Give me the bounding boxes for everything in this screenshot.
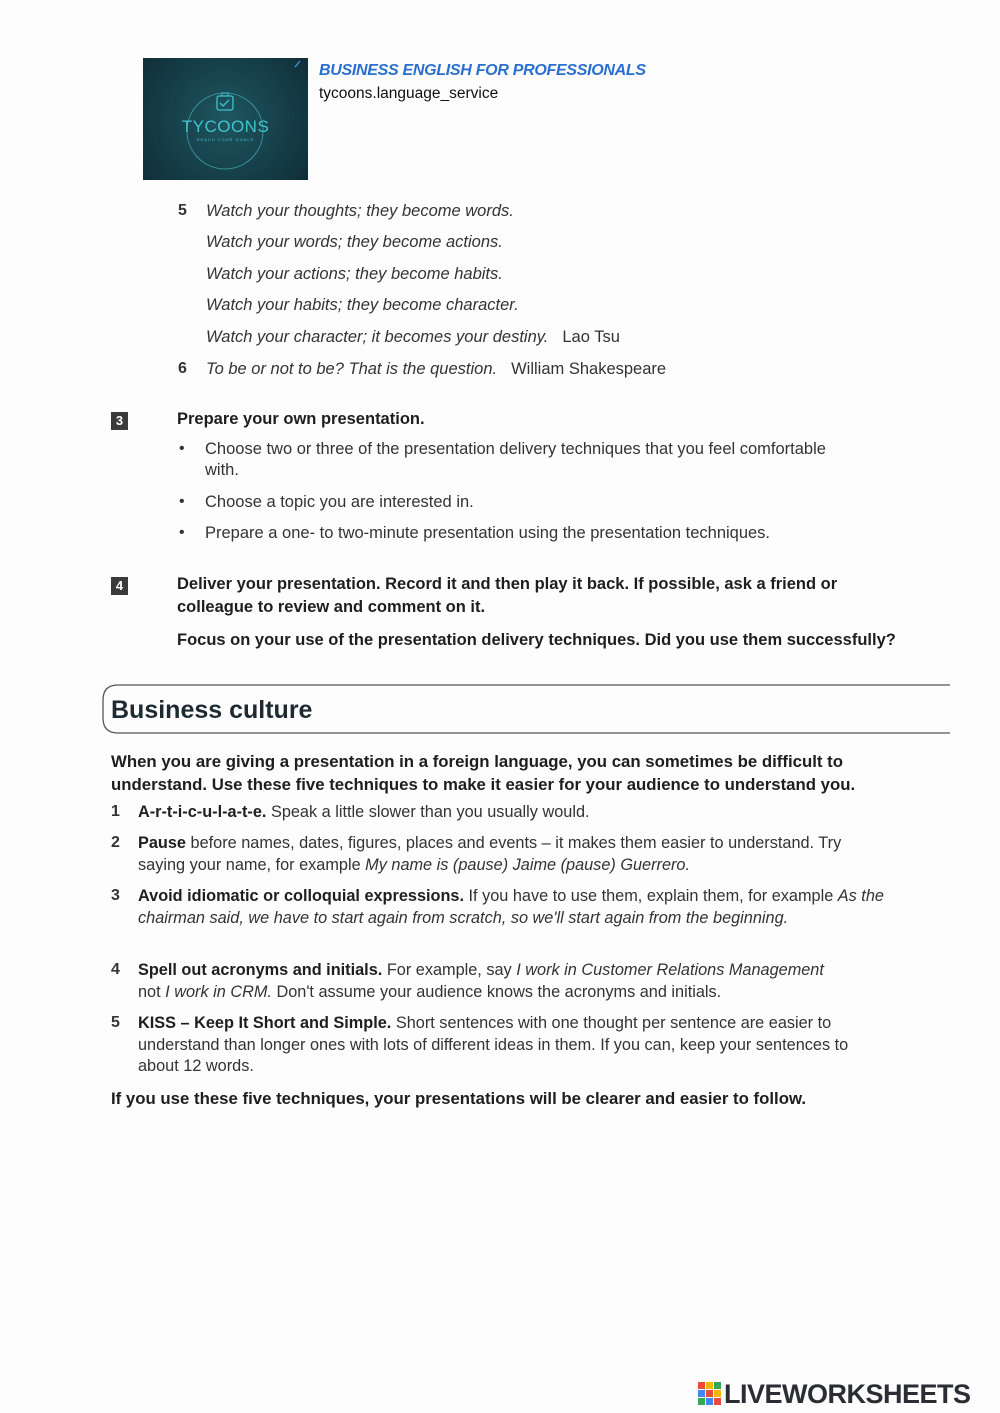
- exercise-focus: Focus on your use of the presentation delivery techniques. Did you use them successfully?: [177, 631, 896, 649]
- technique-example: I work in CRM.: [165, 982, 272, 1001]
- technique-example: As the chairman said, we have to start again from scratch, so we'll start again from the beginning.: [138, 887, 884, 927]
- liveworksheets-icon: [698, 1382, 722, 1406]
- technique-text: Short sentences with one thought per sentence are easier to understand than longer ones with lots of different ideas in them. If you can, keep your sentences to about 12 words.: [138, 1014, 849, 1075]
- technique-item: [138, 833, 888, 876]
- technique-text: Speak a little slower than you usually would.: [270, 803, 590, 821]
- header-title: BUSINESS ENGLISH FOR PROFESSIONALS: [319, 62, 646, 79]
- exercise-number-badge: 3: [111, 412, 128, 430]
- quote-text: To be or not to be? That is the question.: [206, 360, 498, 378]
- item-number: 5: [111, 1014, 120, 1031]
- section-title: Business culture: [111, 696, 313, 724]
- section-outro: If you use these five techniques, your presentations will be clearer and easier to follow.: [111, 1089, 807, 1108]
- bullet-item: Choose two or three of the presentation delivery techniques that you feel comfortable with.: [205, 440, 826, 479]
- technique-item: [138, 1013, 878, 1078]
- exercise-number-badge: 4: [111, 577, 128, 595]
- technique-lead: A-r-t-i-c-u-l-a-t-e.: [138, 803, 267, 821]
- logo-tagline: REACH YOUR GOALS: [196, 137, 255, 142]
- technique-text: If you have to use them, explain them, for example: [468, 887, 834, 905]
- technique-example: I work in Customer Relations Management: [516, 961, 824, 979]
- quote-number: 5: [178, 202, 187, 219]
- bullet-icon: •: [179, 493, 185, 510]
- quote-line: Watch your words; they become actions.: [206, 233, 503, 251]
- technique-lead: Avoid idiomatic or colloquial expressions.: [138, 887, 464, 905]
- item-number: 3: [111, 887, 120, 904]
- technique-example: My name is (pause) Jaime (pause) Guerrero.: [365, 855, 690, 874]
- exercise-heading: Deliver your presentation. Record it and then play it back. If possible, ask a friend or colleague to review and comment on it.: [177, 575, 838, 616]
- liveworksheets-wordmark: LIVEWORKSHEETS: [724, 1379, 971, 1409]
- quote-text: Watch your character; it becomes your destiny.: [206, 328, 549, 346]
- item-number: 2: [111, 834, 120, 851]
- quote-number: 6: [178, 360, 187, 377]
- technique-text: For example, say: [386, 961, 512, 979]
- bullet-icon: •: [179, 440, 185, 457]
- technique-text: before names, dates, figures, places and events – it makes them easier to understand. Try saying your name, for example: [138, 834, 842, 874]
- logo-wordmark: TYCOONS: [181, 117, 270, 136]
- item-number: 4: [111, 961, 120, 978]
- quote-line: Watch your actions; they become habits.: [206, 265, 503, 283]
- section-intro: When you are giving a presentation in a foreign language, you can sometimes be difficult to understand. Use these five techniques to make it easier for your audience to understand you.: [111, 752, 856, 794]
- technique-lead: KISS – Keep It Short and Simple.: [138, 1014, 392, 1032]
- exercise-heading: Prepare your own presentation.: [177, 410, 425, 428]
- header-handle: tycoons.language_service: [319, 85, 499, 102]
- bullet-item: Choose a topic you are interested in.: [205, 493, 474, 511]
- quote-author: William Shakespeare: [511, 360, 667, 378]
- technique-lead: Pause: [138, 834, 186, 852]
- quote-line: Watch your habits; they become character.: [206, 296, 519, 314]
- quote-author: Lao Tsu: [562, 328, 620, 346]
- technique-text: Don't assume your audience knows the acronyms and initials.: [276, 982, 722, 1001]
- bullet-icon: •: [179, 524, 185, 541]
- technique-item: [138, 886, 898, 929]
- technique-lead: Spell out acronyms and initials.: [138, 961, 383, 979]
- technique-item: [138, 960, 898, 1003]
- quote-line: Watch your thoughts; they become words.: [206, 202, 514, 220]
- technique-item: [138, 802, 908, 824]
- technique-text: not: [138, 982, 161, 1001]
- item-number: 1: [111, 803, 120, 820]
- bullet-item: Prepare a one- to two-minute presentation using the presentation techniques.: [205, 524, 771, 542]
